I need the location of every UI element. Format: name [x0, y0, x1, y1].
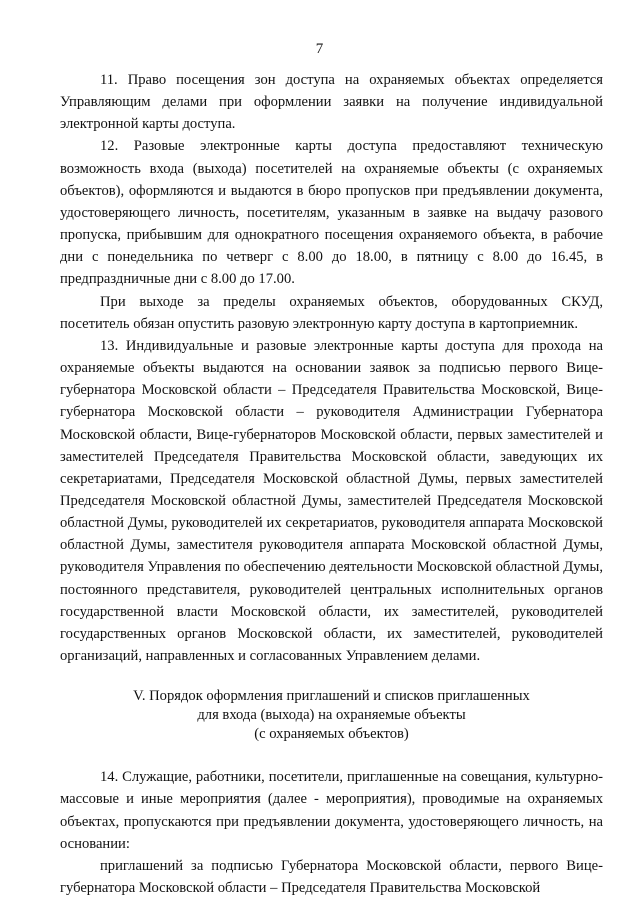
paragraph-13: 13. Индивидуальные и разовые электронные карты доступа для прохода на охраняемые объекты выдаются на основании заявок за подписью первого Вице-губернатора Московской области – Председателя Правительства Московской, Вице-губернатора Московской области – руководителя Администрации Губернатора Московской области, Вице-губернаторов Московской области, первых заместителей и заместителей Председателя Правительства Московской области, заведующих их секретариатами, Председателя Московской областной Думы, первых заместителей Председателя Московской областной Думы, заместителей Председателя Московской областной Думы, руководителей их секретариатов, руководителя аппарата Московской областной Думы, заместителя руководителя аппарата Московской областной Думы, руководителя Управления по обеспечению деятельности Московской областной Думы, постоянного представителя, руководителей центральных исполнительных органов государственной власти Московской области, их заместителей, руководителей государственных органов Московской области, их заместителей, руководителей организаций, направленных и согласованных Управлением делами.	[60, 337, 603, 665]
paragraph-11: 11. Право посещения зон доступа на охраняемых объектах определяется Управляющим делами при оформлении заявки на получение индивидуальной электронной карты доступа.	[60, 72, 603, 133]
paragraph-12: 12. Разовые электронные карты доступа предоставляют техническую возможность входа (выхода) посетителей на охраняемые объекты (с охраняемых объектов), оформляются и выдаются в бюро пропусков при предъявлении документа, удостоверяющего личность, посетителям, указанным в заявке на выдачу разового пропуска, прибывшим для однократного посещения охраняемого объекта, в рабочие дни с понедельника по четверг с 8.00 до 18.00, в пятницу с 8.00 до 16.45, в предпраздничные дни с 8.00 до 17.00.	[60, 138, 603, 288]
section-heading-line-3: (с охраняемых объектов)	[254, 726, 409, 743]
section-heading-line-1: V. Порядок оформления приглашений и списков приглашенных	[133, 688, 530, 705]
paragraph-exit-rule: При выходе за пределы охраняемых объектов, оборудованных СКУД, посетитель обязан опустить разовую электронную карту доступа в картоприемник.	[60, 293, 603, 332]
paragraph-invitations: приглашений за подписью Губернатора Московской области, первого Вице-губернатора Московской области – Председателя Правительства Московской	[60, 857, 603, 896]
section-heading-line-2: для входа (выхода) на охраняемые объекты	[197, 707, 466, 724]
document-body	[60, 69, 603, 899]
section-heading	[60, 687, 603, 744]
paragraph-14: 14. Служащие, работники, посетители, приглашенные на совещания, культурно-массовые и иные мероприятия (далее - мероприятия), проводимые на охраняемых объектах, пропускаются при предъявлении документа, удостоверяющего личность, на основании:	[60, 769, 603, 852]
page-number: 7	[315, 41, 324, 57]
